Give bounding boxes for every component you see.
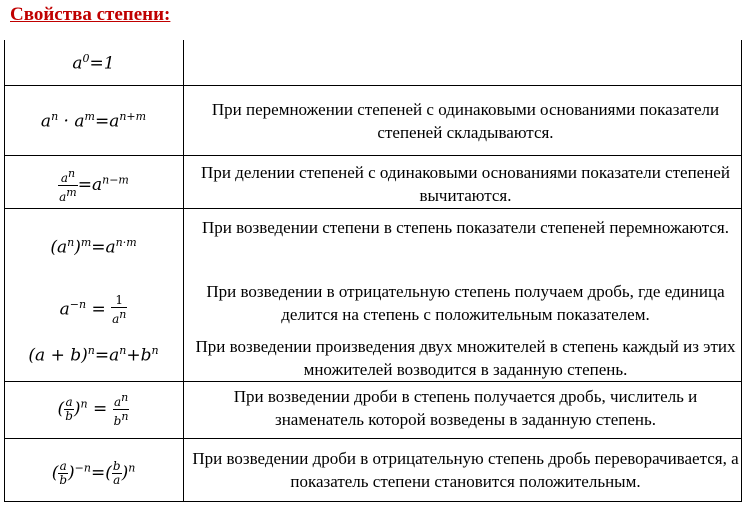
formula-product-power: $(a + b)^n=a^n+b^n$ <box>28 344 159 366</box>
desc-power-of-power: При возведении степени в степень показатели степеней перемножаются. <box>202 218 729 237</box>
desc-product-power: При возведении произведения двух множителей в степень каждый из этих множителей возводится в заданную степень. <box>195 337 736 379</box>
desc-product-rule: При перемножении степеней с одинаковыми основаниями показатели степеней складываются. <box>211 100 720 142</box>
row-divider <box>4 155 742 156</box>
formula-negative-exponent: $a^{-n}$ = $\frac{1}{a^n}$ <box>59 293 127 326</box>
formula-fraction-negative-power: ( $\frac{a}{b}$ )$^{-n}$=( $\frac{b}{a}$ )$^n$ <box>51 459 136 487</box>
desc-negative-exponent: При возведении в отрицательную степень получаем дробь, где единица делится на степень с положительным показателем. <box>206 282 725 324</box>
page-title: Свойства степени: <box>10 4 171 25</box>
desc-fraction-negative-power: При возведении дроби в отрицательную степень дробь переворачивается, а показатель степени становится положительным. <box>192 449 739 491</box>
row-divider <box>4 381 742 382</box>
table-border-bottom <box>4 501 742 502</box>
formula-quotient-rule: $\frac{a^n}{a^m}$ $=a^{n-m}$ <box>59 167 129 204</box>
desc-quotient-rule: При делении степеней с одинаковыми основаниями показатели степеней вычитаются. <box>201 163 730 205</box>
table-column-divider <box>183 40 184 502</box>
formula-zero-exponent: $a^0=1$ <box>72 52 115 74</box>
row-divider <box>4 208 742 209</box>
desc-fraction-power: При возведении дроби в степень получается дробь, числитель и знаменатель которой возведены в заданную степень. <box>233 387 698 429</box>
formula-fraction-power: ( $\frac{a}{b}$ )$^n$ = $\frac{a^n}{b^n}$ <box>57 391 129 428</box>
row-divider <box>4 85 742 86</box>
formula-power-of-power: $(a^n)^m=a^{n\cdot m}$ <box>50 236 137 258</box>
formula-product-rule: $a^n \cdot a^m=a^{n+m}$ <box>40 110 147 132</box>
row-divider <box>4 438 742 439</box>
properties-table <box>4 40 742 502</box>
